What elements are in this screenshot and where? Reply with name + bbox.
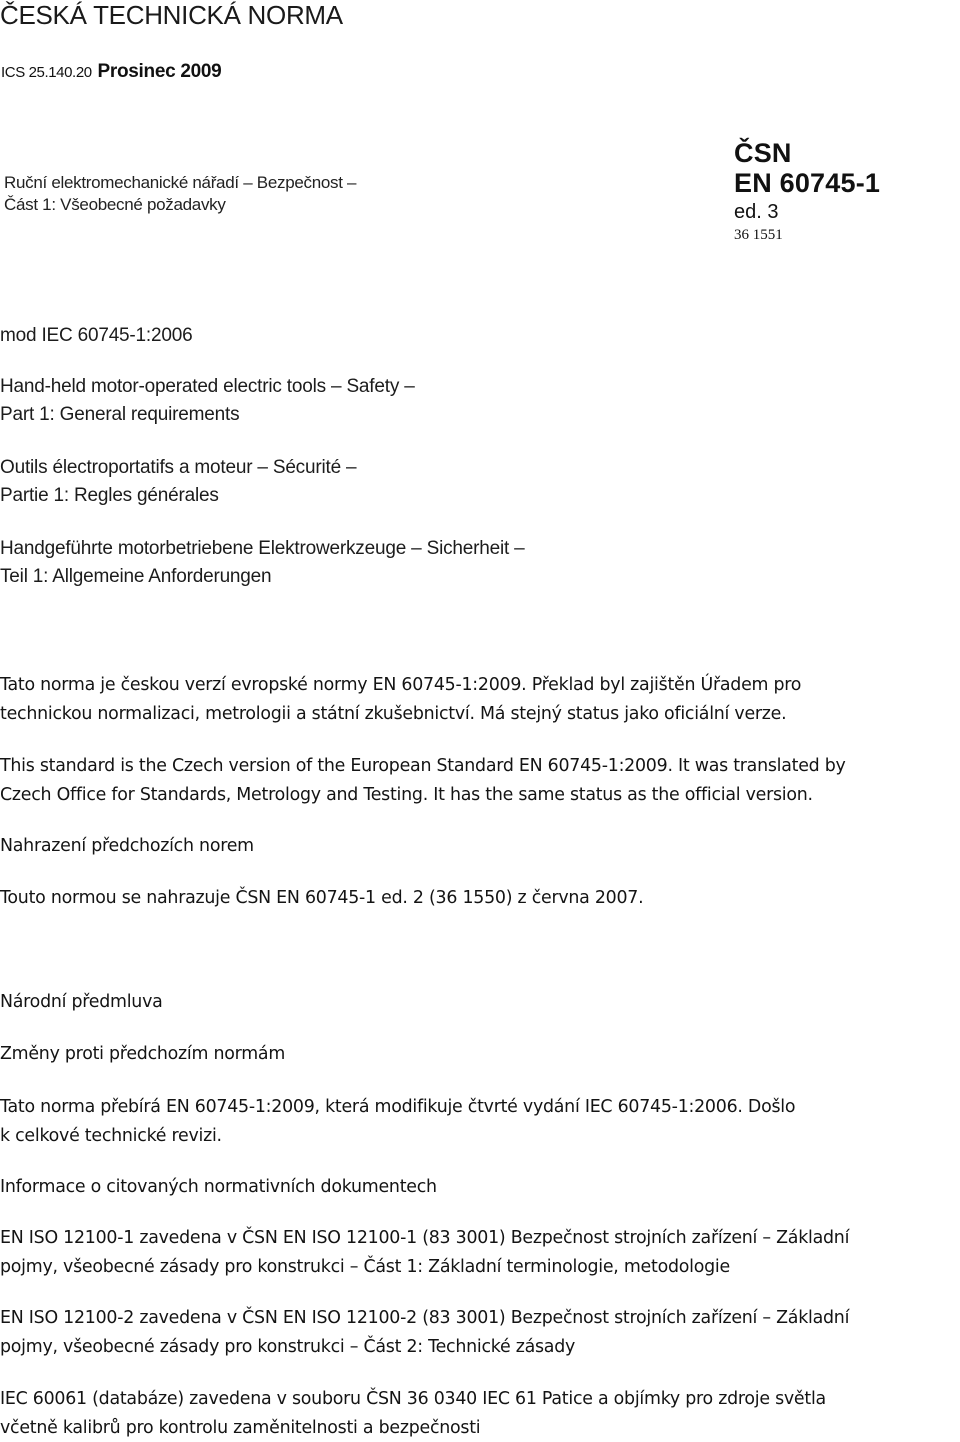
ics-code: ICS 25.140.20 xyxy=(1,64,92,81)
document-header-title: ČESKÁ TECHNICKÁ NORMA xyxy=(0,0,343,30)
references-heading: Informace o citovaných normativních dokumentech xyxy=(0,1177,437,1197)
french-title-line-2: Partie 1: Regles générales xyxy=(0,485,219,506)
standard-number: EN 60745-1 xyxy=(734,168,881,198)
french-title xyxy=(0,454,356,510)
reference-item-line-2: pojmy, všeobecné zásady pro konstrukci – Část 1: Základní terminologie, metodologie xyxy=(0,1256,730,1277)
replacement-text: Touto normou se nahrazuje ČSN EN 60745-1 ed. 2 (36 1550) z června 2007. xyxy=(0,888,644,908)
reference-item-line-1: EN ISO 12100-1 zavedena v ČSN EN ISO 12100-1 (83 3001) Bezpečnost strojních zařízení – Základní xyxy=(0,1228,850,1248)
czech-title-line-2: Část 1: Všeobecné požadavky xyxy=(4,195,226,214)
reference-item-line-1: IEC 60061 (databáze) zavedena v souboru ČSN 36 0340 IEC 61 Patice a objímky pro zdroje světla xyxy=(0,1389,826,1409)
english-title xyxy=(0,373,415,429)
czech-version-statement xyxy=(0,671,801,728)
replacement-heading: Nahrazení předchozích norem xyxy=(0,836,254,856)
standard-designation xyxy=(734,138,880,198)
czech-title xyxy=(4,172,356,216)
czech-version-line-2: technickou normalizaci, metrologii a státní zkušebnictví. Má stejný status jako oficiální verze. xyxy=(0,703,787,724)
reference-item xyxy=(0,1224,849,1281)
changes-heading: Změny proti předchozím normám xyxy=(0,1044,286,1064)
reference-item-line-1: EN ISO 12100-2 zavedena v ČSN EN ISO 12100-2 (83 3001) Bezpečnost strojních zařízení – Základní xyxy=(0,1308,850,1328)
reference-item-line-2: pojmy, všeobecné zásady pro konstrukci – Část 2: Technické zásady xyxy=(0,1336,576,1357)
publication-date: Prosinec 2009 xyxy=(97,61,222,82)
czech-version-line-1: Tato norma je českou verzí evropské normy EN 60745-1:2009. Překlad byl zajištěn Úřadem pro xyxy=(0,675,802,695)
reference-item-line-2: včetně kalibrů pro kontrolu zaměnitelnosti a bezpečnosti xyxy=(0,1417,481,1438)
equivalence-note: mod IEC 60745-1:2006 xyxy=(0,325,193,346)
classification-number: 36 1551 xyxy=(734,227,783,243)
english-version-line-2: Czech Office for Standards, Metrology and Testing. It has the same status as the official version. xyxy=(0,784,813,805)
reference-item xyxy=(0,1385,826,1442)
reference-item xyxy=(0,1304,849,1361)
changes-text-line-1: Tato norma přebírá EN 60745-1:2009, která modifikuje čtvrté vydání IEC 60745-1:2006. Došlo xyxy=(0,1097,796,1117)
changes-text xyxy=(0,1093,795,1150)
german-title-line-2: Teil 1: Allgemeine Anforderungen xyxy=(0,566,272,587)
english-title-line-1: Hand-held motor-operated electric tools – Safety – xyxy=(0,376,415,397)
edition: ed. 3 xyxy=(734,201,779,223)
ics-and-date xyxy=(1,61,221,83)
csn-label: ČSN xyxy=(734,138,792,168)
english-version-line-1: This standard is the Czech version of the European Standard EN 60745-1:2009. It was translated by xyxy=(0,756,846,776)
czech-title-line-1: Ruční elektromechanické nářadí – Bezpečnost – xyxy=(4,173,357,192)
german-title xyxy=(0,535,525,591)
english-title-line-2: Part 1: General requirements xyxy=(0,404,240,425)
changes-text-line-2: k celkové technické revizi. xyxy=(0,1125,222,1146)
german-title-line-1: Handgeführte motorbetriebene Elektrowerkzeuge – Sicherheit – xyxy=(0,538,525,559)
national-foreword-heading: Národní předmluva xyxy=(0,992,163,1012)
english-version-statement xyxy=(0,752,846,809)
french-title-line-1: Outils électroportatifs a moteur – Sécurité – xyxy=(0,457,357,478)
